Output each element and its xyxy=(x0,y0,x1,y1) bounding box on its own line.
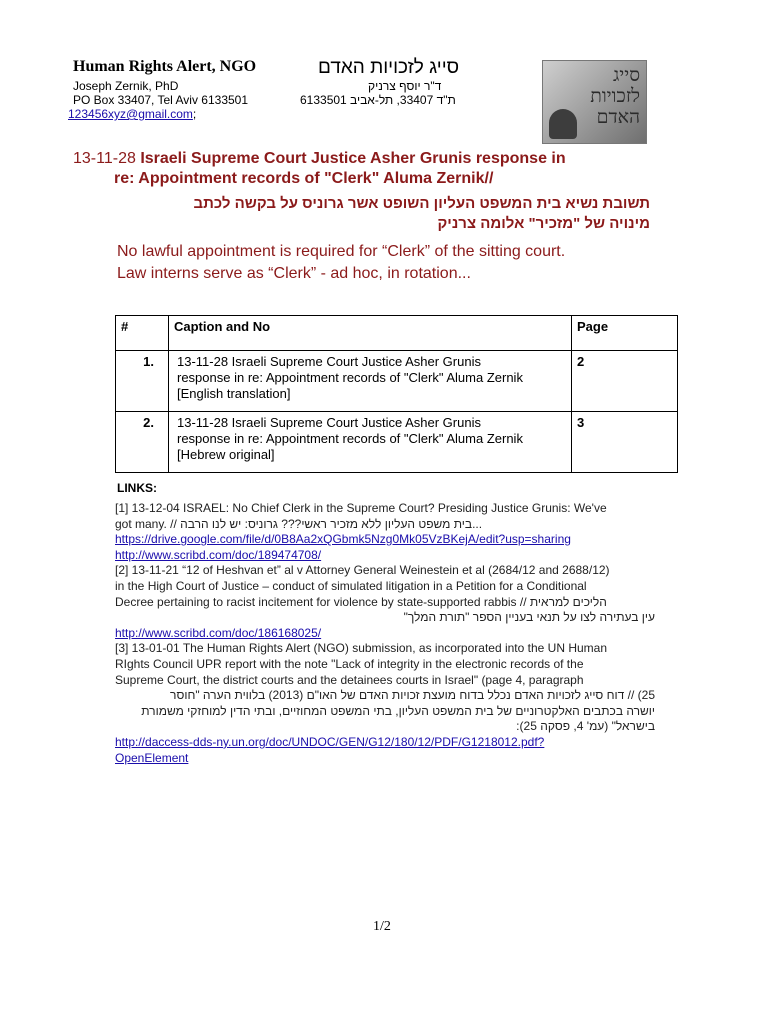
link-3-text-hebrew: בישראל" (עמ' 4, פסקה 25): xyxy=(516,719,655,734)
row-caption-line: [English translation] xyxy=(177,386,291,401)
logo-figure-icon xyxy=(549,109,577,139)
author-name-hebrew: ד"ר יוסף צרניק xyxy=(368,79,442,93)
row-caption-line: response in re: Appointment records of "Clerk" Aluma Zernik xyxy=(177,431,523,446)
row-number: 2. xyxy=(116,412,169,473)
row-caption xyxy=(169,351,572,412)
header-caption: Caption and No xyxy=(169,316,572,351)
header-number: # xyxy=(116,316,169,351)
document-title xyxy=(73,149,673,189)
logo-text-line: האדם xyxy=(596,106,640,128)
link-1-text: got many. // בית משפט העליון ללא מזכיר ראשי??? גרוניס: יש לנו הרבה... xyxy=(115,516,483,531)
link-3-text: RIghts Council UPR report with the note "Lack of integrity in the electronic records of the xyxy=(115,656,584,671)
links-list xyxy=(115,501,655,766)
link-3-text-hebrew: יושרה בכתבים האלקטרוניים של בית המשפט העליון, בתי המשפט המחוזיים, ובתי הדין למוחזקי משמורת xyxy=(141,703,655,718)
title-line-1: Israeli Supreme Court Justice Asher Grunis response in xyxy=(140,150,566,167)
link-1-drive-url[interactable]: https://drive.google.com/file/d/0B8Aa2xQGbmk5Nzg0Mk05VzBKejA/edit?usp=sharing xyxy=(115,532,571,547)
link-2-text-hebrew: עין בעתירה לצו על תנאי בעניין הספר "תורת המלך" xyxy=(403,610,655,625)
link-3-text-hebrew: 25) // דוח סייג לזכויות האדם נכלל בדוח מועצת זכויות האדם של האו"ם (2013) בלווית הערה "חוסר xyxy=(170,688,655,703)
row-page: 3 xyxy=(572,412,678,473)
author-name-english: Joseph Zernik, PhD xyxy=(73,79,179,93)
table-row xyxy=(116,412,678,473)
contact-email-line xyxy=(68,107,196,121)
link-2-text: [2] 13-11-21 “12 of Heshvan et” al v Attorney General Weinestein et al (2684/12 and 2688/12) xyxy=(115,563,610,578)
email-suffix: ; xyxy=(192,107,197,121)
row-caption xyxy=(169,412,572,473)
link-3-un-url[interactable]: http://daccess-dds-ny.un.org/doc/UNDOC/GEN/G12/180/12/PDF/G1218012.pdf? xyxy=(115,734,545,749)
link-2-scribd-url[interactable]: http://www.scribd.com/doc/186168025/ xyxy=(115,625,322,640)
contents-table xyxy=(115,315,678,473)
table-row xyxy=(116,351,678,412)
link-3-text: Supreme Court, the district courts and the detainees courts in Israel" (page 4, paragraph xyxy=(115,672,584,687)
link-3-un-url-tail[interactable]: OpenElement xyxy=(115,750,189,765)
title-line-2: re: Appointment records of "Clerk" Aluma Zernik// xyxy=(114,170,494,187)
hebrew-title-line-1: תשובת נשיא בית המשפט העליון השופט אשר גרוניס על בקשה לכתב xyxy=(193,195,650,212)
title-date: 13-11-28 xyxy=(73,150,136,167)
table-header-row xyxy=(116,316,678,351)
row-caption-line: 13-11-28 Israeli Supreme Court Justice Asher Grunis xyxy=(177,415,481,430)
summary-note-line-1: No lawful appointment is required for “Clerk” of the sitting court. xyxy=(117,243,566,260)
header-page: Page xyxy=(572,316,678,351)
summary-note xyxy=(117,241,677,285)
link-1-text: [1] 13-12-04 ISRAEL: No Chief Clerk in the Supreme Court? Presiding Justice Grunis: We've xyxy=(115,501,607,515)
links-heading: LINKS: xyxy=(117,481,157,495)
link-3-text: [3] 13-01-01 The Human Rights Alert (NGO) submission, as incorporated into the UN Human xyxy=(115,641,607,656)
address-hebrew: ת"ד 33407, תל-אביב 6133501 xyxy=(300,93,456,107)
org-name-english: Human Rights Alert, NGO xyxy=(73,58,257,75)
logo-text-line: לזכויות xyxy=(590,85,640,107)
row-page: 2 xyxy=(572,351,678,412)
logo-text xyxy=(590,65,640,128)
hebrew-title-line-2: מינויה של "מזכיר" אלומה צרניק xyxy=(437,215,650,232)
row-caption-line: 13-11-28 Israeli Supreme Court Justice Asher Grunis xyxy=(177,354,481,369)
row-number: 1. xyxy=(116,351,169,412)
hebrew-title xyxy=(110,194,650,234)
link-2-text: Decree pertaining to racist incitement for violence by state-supported rabbis // הליכים למראית xyxy=(115,594,607,609)
summary-note-line-2: Law interns serve as “Clerk” - ad hoc, in rotation... xyxy=(117,265,471,282)
row-caption-line: [Hebrew original] xyxy=(177,447,275,462)
logo-text-line: סייג xyxy=(612,64,640,86)
link-2-text: in the High Court of Justice – conduct of simulated litigation in a Petition for a Conditional xyxy=(115,578,587,593)
address-english: PO Box 33407, Tel Aviv 6133501 xyxy=(73,93,249,107)
email-link[interactable]: 123456xyz@gmail.com xyxy=(68,107,193,121)
link-1-scribd-url[interactable]: http://www.scribd.com/doc/189474708/ xyxy=(115,547,322,562)
org-name-hebrew: סייג לזכויות האדם xyxy=(318,57,460,78)
page-number: 1/2 xyxy=(373,919,391,934)
org-logo xyxy=(542,60,647,144)
row-caption-line: response in re: Appointment records of "Clerk" Aluma Zernik xyxy=(177,370,523,385)
